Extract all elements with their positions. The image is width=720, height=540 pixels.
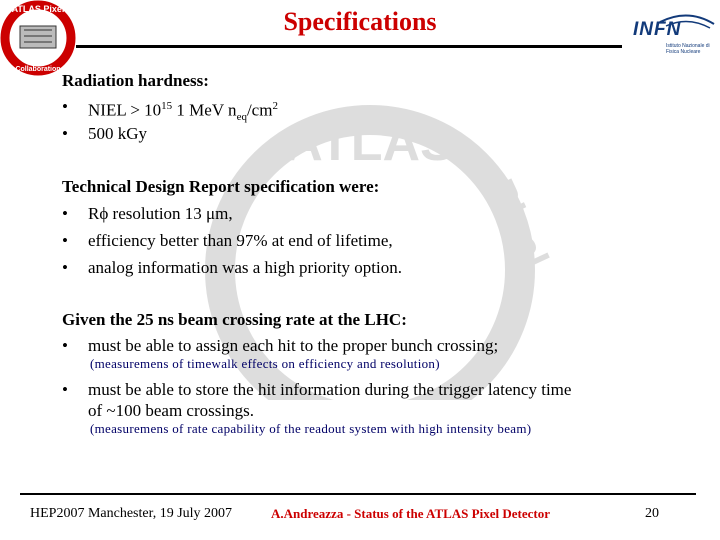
niel-unit-exponent: 2 xyxy=(272,100,278,112)
analog-text: analog information was a high priority option. xyxy=(88,258,402,277)
svg-text:ATLAS: ATLAS xyxy=(285,114,455,172)
svg-text:Pixel: Pixel xyxy=(477,172,557,277)
bullet-marker: • xyxy=(62,97,68,116)
bullet-marker: • xyxy=(62,231,68,250)
assign-text: must be able to assign each hit to the proper bunch crossing; xyxy=(88,336,499,355)
infn-logo-subtitle: Istituto Nazionale di Fisica Nucleare xyxy=(666,43,710,55)
tdr-bullet-efficiency xyxy=(0,230,720,252)
mu-symbol: μ xyxy=(206,204,216,223)
beam-heading: Given the 25 ns beam crossing rate at the LHC: xyxy=(62,310,407,329)
beam-bullet-assign xyxy=(0,335,720,357)
resolution-r: R xyxy=(88,204,100,223)
niel-sub: eq xyxy=(236,111,247,124)
timewalk-note: (measuremens of timewalk effects on efficiency and resolution) xyxy=(90,356,440,371)
rate-capability-note: (measuremens of rate capability of the readout system with high intensity beam) xyxy=(90,421,532,436)
beam-bullet-store xyxy=(0,379,720,401)
radiation-heading: Radiation hardness: xyxy=(62,71,209,90)
bullet-marker: • xyxy=(62,204,68,223)
tdr-bullet-resolution xyxy=(0,203,720,225)
bullet-marker: • xyxy=(62,336,68,355)
radiation-bullet-niel xyxy=(0,96,720,124)
niel-mid: 1 MeV n xyxy=(172,100,237,120)
niel-unit: /cm xyxy=(246,100,273,120)
footer-event: HEP2007 Manchester, 19 July 2007 xyxy=(30,506,233,521)
svg-text:ATLAS Pixel: ATLAS Pixel xyxy=(11,4,65,14)
store-text-line2: of ~100 beam crossings. xyxy=(88,401,254,420)
footer-divider xyxy=(20,493,696,495)
resolution-text xyxy=(88,203,233,224)
tdr-bullet-analog xyxy=(0,257,720,279)
resolution-value: resolution 13 xyxy=(108,204,207,223)
radiation-bullet-dose xyxy=(0,123,720,145)
infn-logo-text: INFN xyxy=(633,19,682,40)
niel-prefix: NIEL > 10 xyxy=(88,100,162,120)
store-text-line1: must be able to store the hit information during the trigger latency time xyxy=(88,380,572,399)
svg-text:Collaboration: Collaboration xyxy=(15,66,61,73)
phi-symbol: ϕ xyxy=(99,204,109,223)
efficiency-text: efficiency better than 97% at end of lifetime, xyxy=(88,231,393,250)
bullet-marker: • xyxy=(62,380,68,399)
footer-author-title: A.Andreazza - Status of the ATLAS Pixel Detector xyxy=(271,506,550,521)
bullet-marker: • xyxy=(62,124,68,143)
dose-text: 500 kGy xyxy=(88,124,148,143)
resolution-unit: m, xyxy=(215,204,233,223)
page-number: 20 xyxy=(645,506,659,521)
slide-title: Specifications xyxy=(283,7,437,36)
niel-exponent: 15 xyxy=(161,100,173,112)
bullet-marker: • xyxy=(62,258,68,277)
tdr-heading: Technical Design Report specification were: xyxy=(62,177,380,196)
header-divider xyxy=(76,45,622,48)
